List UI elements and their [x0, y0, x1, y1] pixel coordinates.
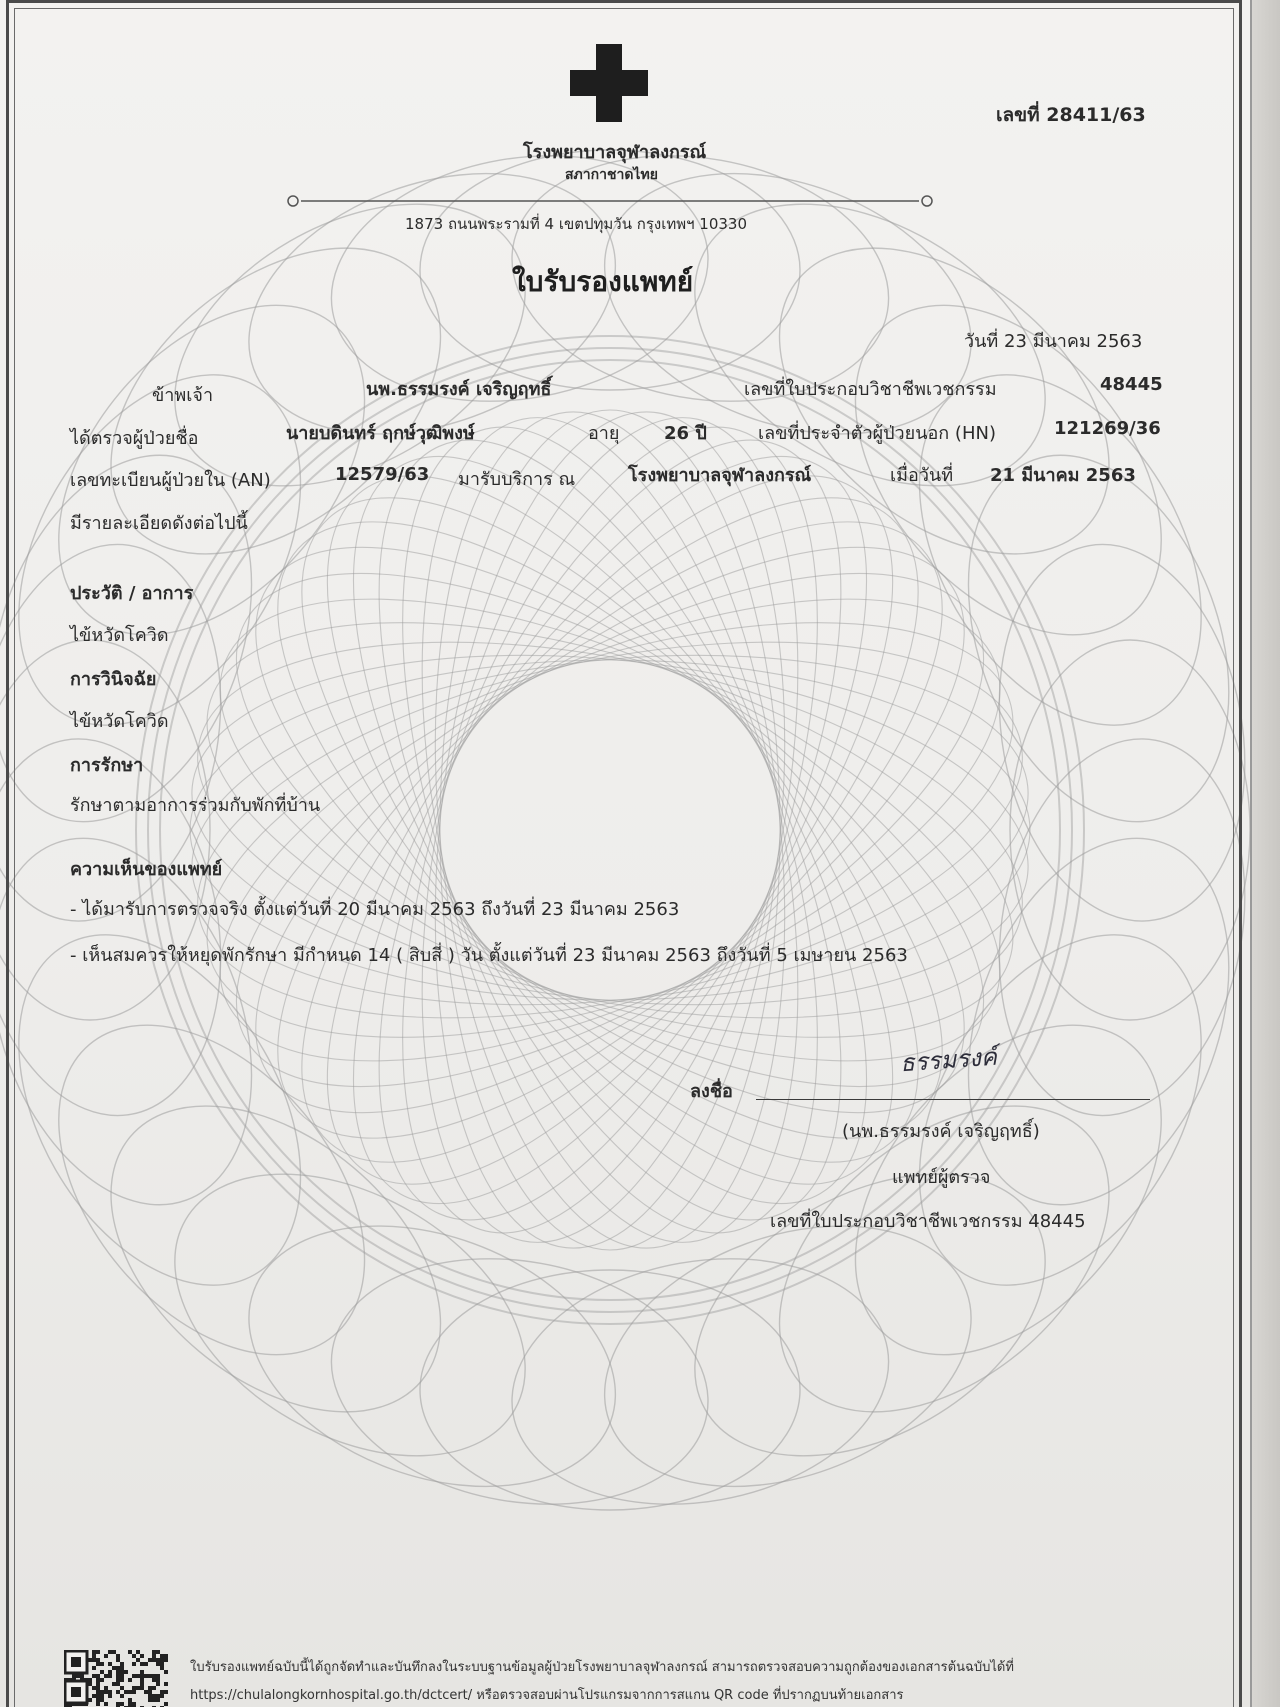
signer-role: แพทย์ผู้ตรวจ	[892, 1167, 991, 1188]
details-label: มีรายละเอียดดังต่อไปนี้	[70, 513, 248, 534]
history-text: ไข้หวัดโควิด	[70, 625, 169, 646]
service-place: โรงพยาบาลจุฬาลงกรณ์	[628, 465, 812, 486]
hn-label: เลขที่ประจำตัวผู้ป่วยนอก (HN)	[758, 423, 996, 444]
license-label: เลขที่ใบประกอบวิชาชีพเวชกรรม	[744, 379, 997, 400]
doctor-name: นพ.ธรรมรงค์ เจริญฤทธิ์	[366, 379, 552, 400]
hospital-subtitle: สภากาชาดไทย	[565, 167, 658, 183]
visit-label: เมื่อวันที่	[890, 465, 954, 486]
red-cross-icon	[570, 44, 648, 122]
certificate-date: วันที่ 23 มีนาคม 2563	[964, 331, 1143, 352]
hn-value: 121269/36	[1054, 418, 1161, 439]
handwritten-signature: ธรรมรงค์	[899, 1042, 998, 1078]
age-label: อายุ	[588, 423, 620, 444]
treatment-heading: การรักษา	[70, 755, 144, 776]
an-label: เลขทะเบียนผู้ป่วยใน (AN)	[70, 470, 271, 491]
treatment-text: รักษาตามอาการร่วมกับพักที่บ้าน	[70, 795, 321, 816]
document-number: เลขที่ 28411/63	[996, 104, 1146, 126]
visit-date: 21 มีนาคม 2563	[990, 465, 1136, 486]
patient-name: นายบดินทร์ ฤกษ์วุฒิพงษ์	[286, 423, 475, 444]
license-number: 48445	[1100, 374, 1163, 395]
signer-license: เลขที่ใบประกอบวิชาชีพเวชกรรม 48445	[770, 1211, 1086, 1232]
signature-line	[756, 1099, 1150, 1100]
patient-label: ได้ตรวจผู้ป่วยชื่อ	[70, 428, 199, 449]
age-value: 26 ปี	[664, 423, 707, 444]
sign-label: ลงชื่อ	[690, 1081, 733, 1102]
history-heading: ประวัติ / อาการ	[70, 583, 194, 604]
paper-edge	[1250, 0, 1280, 1707]
diagnosis-text: ไข้หวัดโควิด	[70, 711, 169, 732]
hospital-address: 1873 ถนนพระรามที่ 4 เขตปทุมวัน กรุงเทพฯ 10330	[405, 215, 748, 233]
qr-code-icon	[64, 1650, 168, 1707]
page-title: ใบรับรองแพทย์	[512, 265, 694, 298]
footer-note-1: ใบรับรองแพทย์ฉบับนี้ได้ถูกจัดทำและบันทึกลงในระบบฐานข้อมูลผู้ป่วยโรงพยาบาลจุฬาลงกรณ์ สามารถตรวจสอบความถูกต้องของเอกสารต้นฉบับได้ที่	[190, 1660, 1014, 1675]
opinion-heading: ความเห็นของแพทย์	[70, 859, 223, 880]
ornament-divider	[285, 194, 935, 208]
service-label: มารับบริการ ณ	[458, 469, 576, 490]
signer-printed-name: (นพ.ธรรมรงค์ เจริญฤทธิ์)	[842, 1121, 1040, 1142]
diagnosis-heading: การวินิจฉัย	[70, 669, 157, 690]
doctor-label: ข้าพเจ้า	[152, 385, 214, 406]
opinion-line-2: - เห็นสมควรให้หยุดพักรักษา มีกำหนด 14 ( สิบสี่ ) วัน ตั้งแต่วันที่ 23 มีนาคม 2563 ถึงวันที่ 5 เมษายน 2563	[70, 945, 908, 966]
an-value: 12579/63	[335, 464, 430, 485]
hospital-name: โรงพยาบาลจุฬาลงกรณ์	[523, 142, 707, 163]
footer-note-2: https://chulalongkornhospital.go.th/dctcert/ หรือตรวจสอบผ่านโปรแกรมจากการสแกน QR code ที่ปรากฏบนท้ายเอกสาร	[190, 1688, 904, 1703]
opinion-line-1: - ได้มารับการตรวจจริง ตั้งแต่วันที่ 20 มีนาคม 2563 ถึงวันที่ 23 มีนาคม 2563	[70, 899, 680, 920]
